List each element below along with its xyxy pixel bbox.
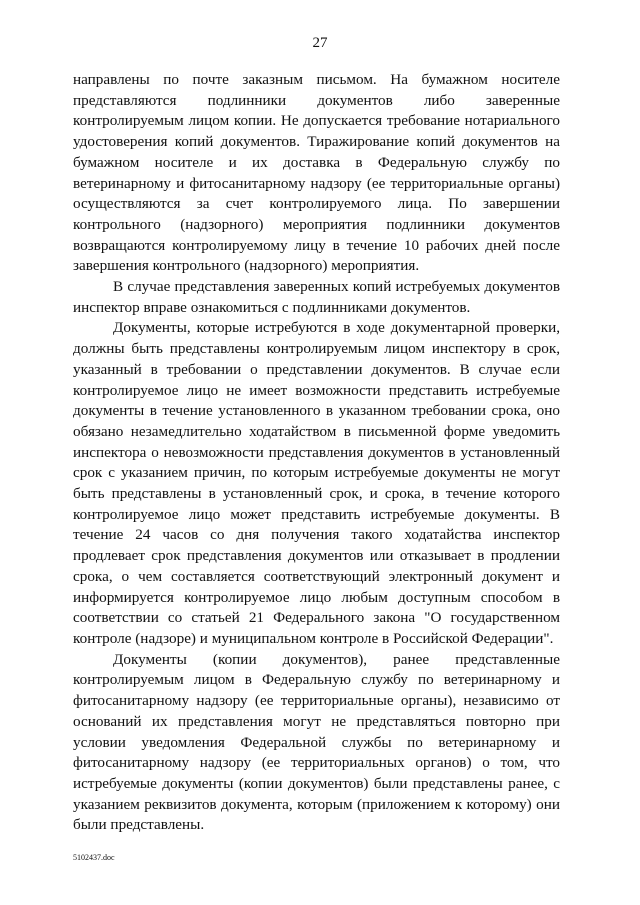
footer-file-name: 5102437.doc [73, 853, 115, 862]
paragraph-3: Документы, которые истребуются в ходе документарной проверки, должны быть представлены контролируемым лицом инспектору в срок, указанный в требовании о представлении документов. В случае если контролируемое лицо не имеет возможности представить истребуемые документы в течение установленного в указанном требовании срока, оно обязано незамедлительно ходатайством в письменной форме уведомить инспектора о невозможности представления документов в установленный срок с указанием причин, по которым истребуемые документы не могут быть представлены в установленный срок, и срока, в течение которого контролируемое лицо может представить истребуемые документы. В течение 24 часов со дня получения такого ходатайства инспектор продлевает срок представления документов или отказывает в продлении срока, о чем составляется соответствующий электронный документ и информируется контролируемое лицо любым доступным способом в соответствии со статьей 21 Федерального закона "О государственном контроле (надзоре) и муниципальном контроле в Российской Федерации". [73, 319, 560, 647]
page-number: 27 [312, 35, 328, 51]
paragraph-2: В случае представления заверенных копий истребуемых документов инспектор вправе ознакомиться с подлинниками документов. [73, 278, 560, 316]
paragraph-4: Документы (копии документов), ранее представленные контролируемым лицом в Федеральную службу по ветеринарному и фитосанитарному надзору (ее территориальные органы), независимо от оснований их представления могут не представляться повторно при условии уведомления Федеральной службы по ветеринарному и фитосанитарному надзору (ее территориальных органов) о том, что истребуемые документы (копии документов) были представлены ранее, с указанием реквизитов документа, которым (приложением к которому) они были представлены. [73, 650, 560, 834]
paragraph-1: направлены по почте заказным письмом. На бумажном носителе представляются подлинники документов либо заверенные контролируемым лицом копии. Не допускается требование нотариального удостоверения копий документов. Тиражирование копий документов на бумажном носителе и их доставка в Федеральную службу по ветеринарному и фитосанитарному надзору (ее территориальные органы) осуществляются за счет контролируемого лица. По завершении контрольного (надзорного) мероприятия подлинники документов возвращаются контролируемому лицу в течение 10 рабочих дней после завершения контрольного (надзорного) мероприятия. [73, 71, 560, 275]
document-body [73, 70, 560, 836]
